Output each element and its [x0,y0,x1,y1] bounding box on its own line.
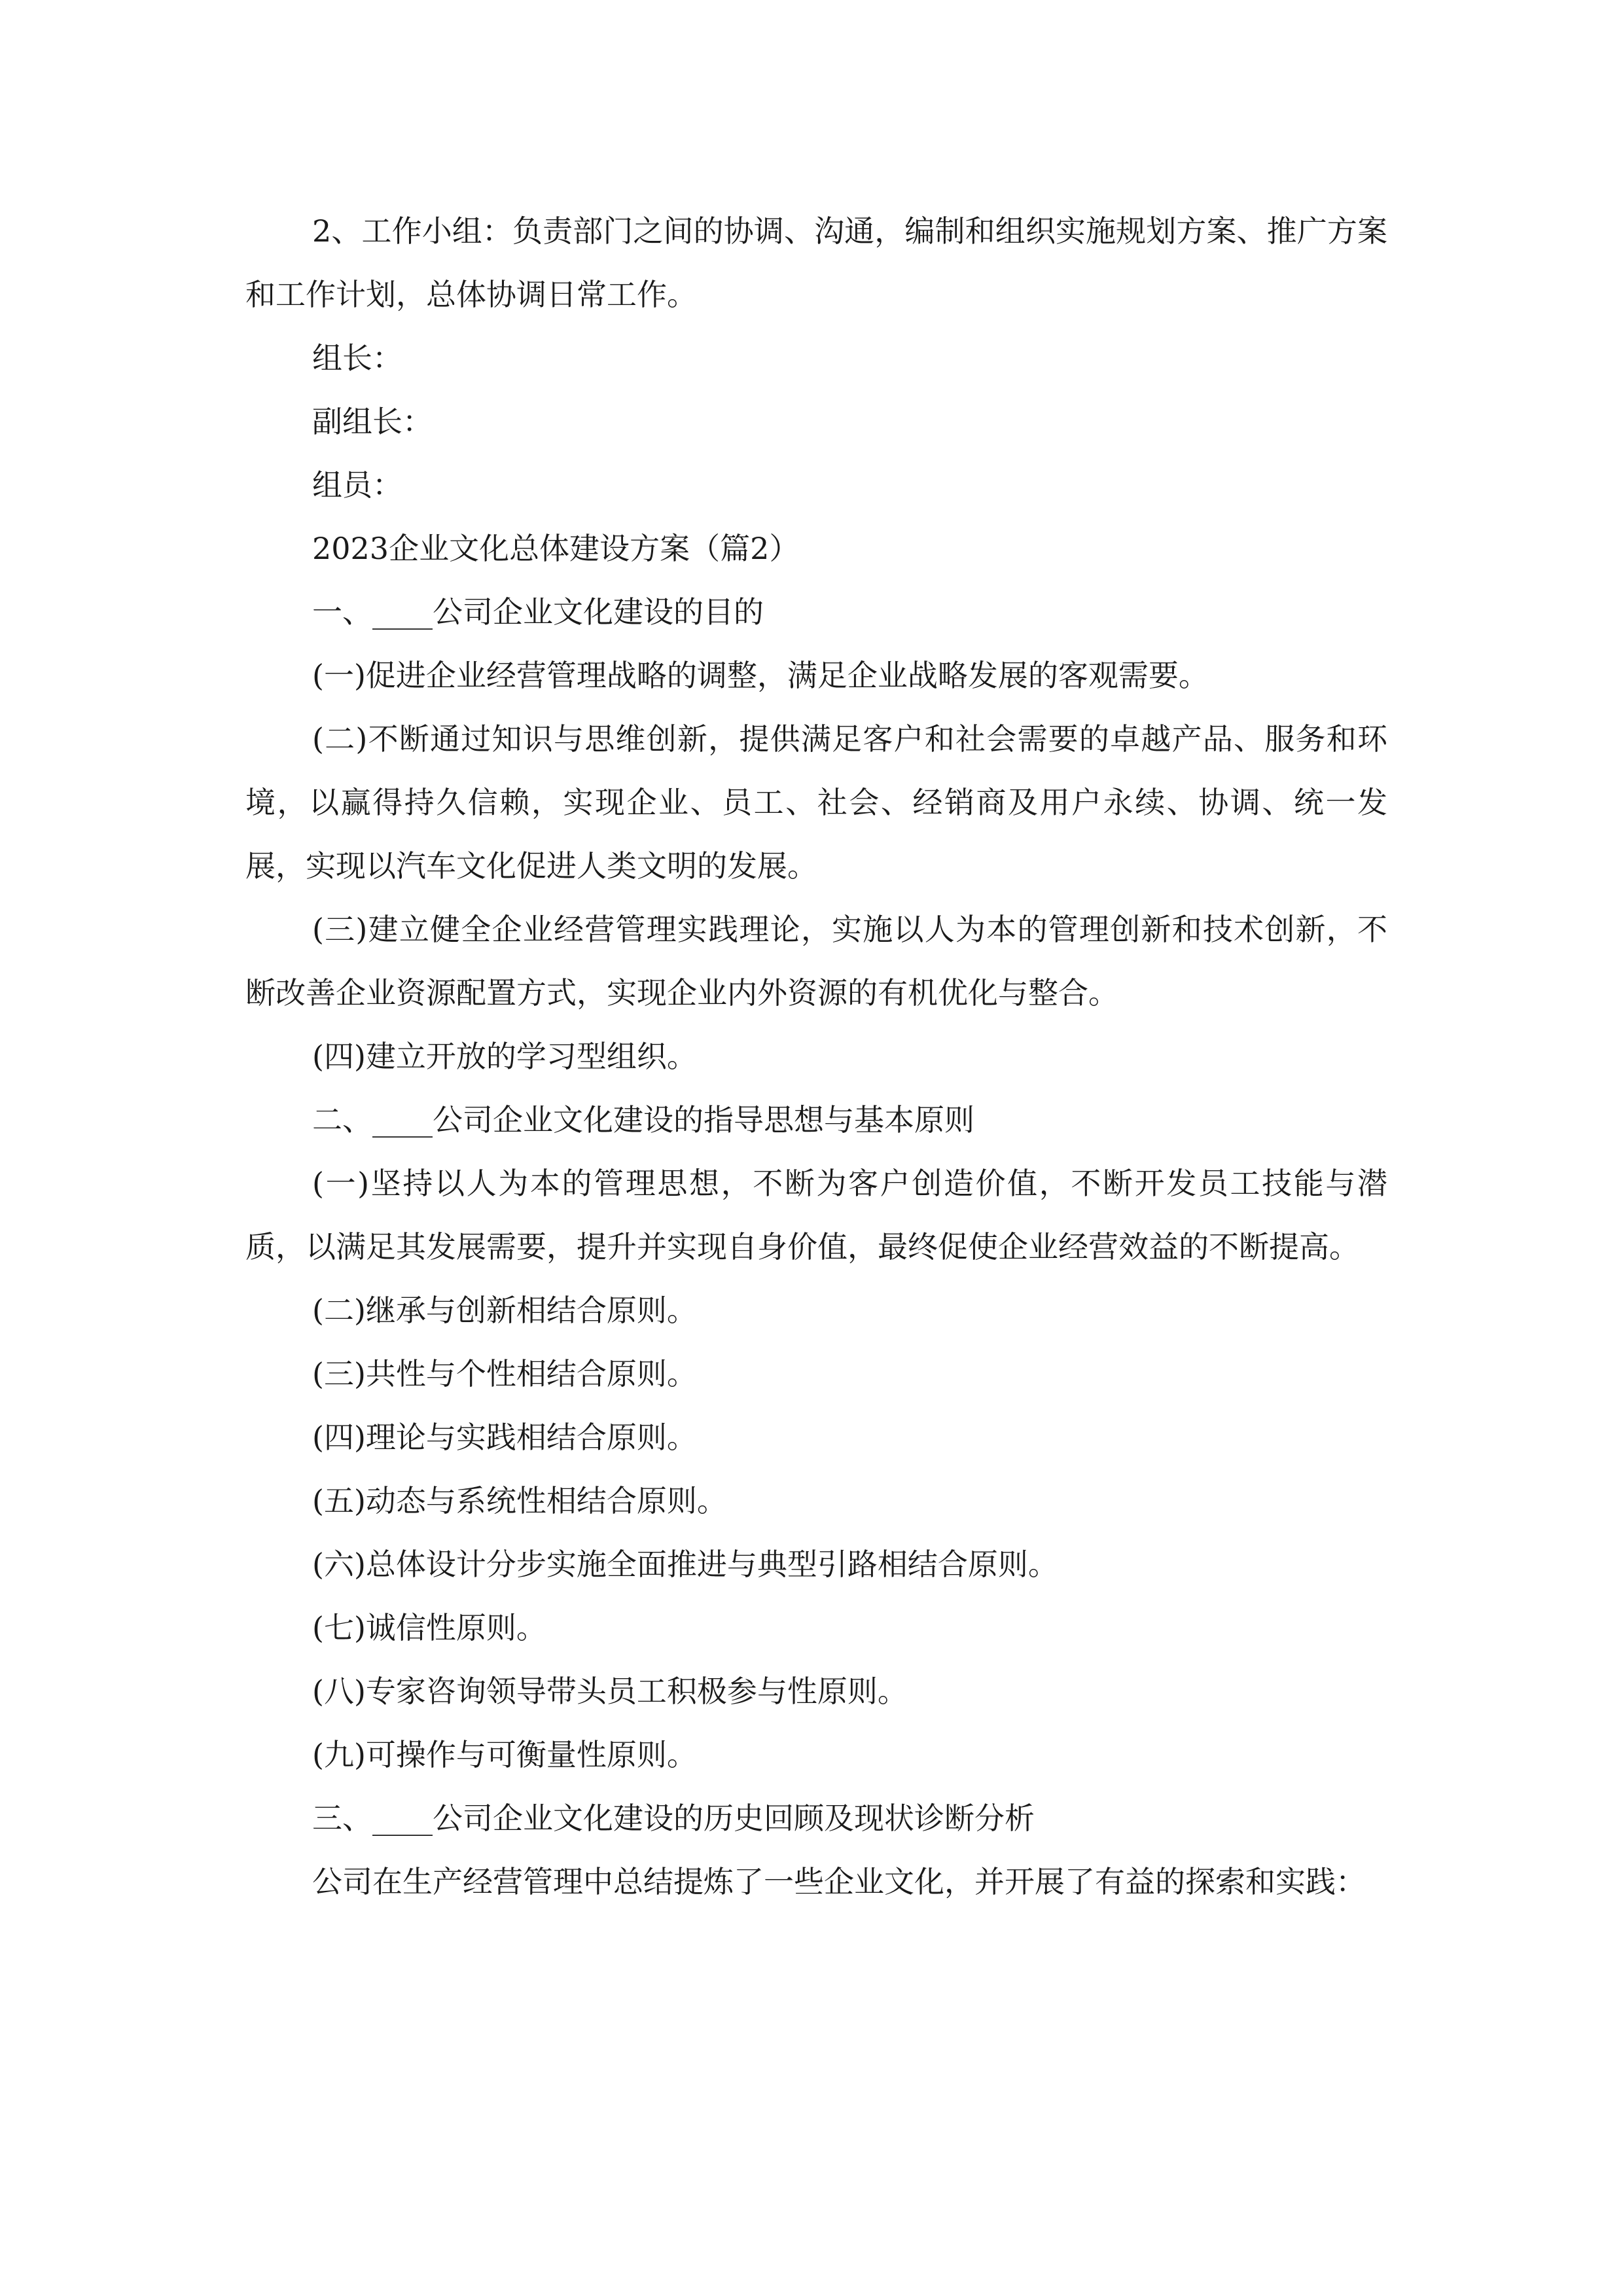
paragraph-members: 组员： [312,467,402,503]
paragraph-principle-8: (八)专家咨询领导带头员工积极参与性原则。 [312,1674,908,1709]
heading-history-review: 三、____公司企业文化建设的历史回顾及现状诊断分析 [312,1801,1035,1836]
paragraph-principle-4: (四)理论与实践相结合原则。 [312,1420,697,1455]
paragraph-purpose-4: (四)建立开放的学习型组织。 [312,1039,697,1074]
document-body [245,200,1387,1914]
paragraph-principle-2: (二)继承与创新相结合原则。 [312,1293,697,1328]
paragraph-principle-1: (一)坚持以人为本的管理思想，不断为客户创造价值，不断开发员工技能与潜质，以满足其发展需要，提升并实现自身价值，最终促使企业经营效益的不断提高。 [245,1166,1387,1265]
section-title: 2023企业文化总体建设方案（篇2） [312,531,800,566]
paragraph-purpose-2: (二)不断通过知识与思维创新，提供满足客户和社会需要的卓越产品、服务和环境，以赢得持久信赖，实现企业、员工、社会、经销商及用户永续、协调、统一发展，实现以汽车文化促进人类文明的发展。 [245,721,1387,884]
heading-principles: 二、____公司企业文化建设的指导思想与基本原则 [312,1102,974,1138]
paragraph-working-group: 2、工作小组：负责部门之间的协调、沟通，编制和组织实施规划方案、推广方案和工作计划，总体协调日常工作。 [245,213,1387,312]
paragraph-principle-9: (九)可操作与可衡量性原则。 [312,1737,697,1772]
paragraph-principle-5: (五)动态与系统性相结合原则。 [312,1483,727,1518]
heading-purpose: 一、____公司企业文化建设的目的 [312,594,764,630]
paragraph-purpose-3: (三)建立健全企业经营管理实践理论，实施以人为本的管理创新和技术创新，不断改善企业资源配置方式，实现企业内外资源的有机优化与整合。 [245,912,1387,1011]
paragraph-purpose-1: (一)促进企业经营管理战略的调整，满足企业战略发展的客观需要。 [312,658,1209,693]
paragraph-deputy-leader: 副组长： [312,404,433,439]
paragraph-history-intro: 公司在生产经营管理中总结提炼了一些企业文化，并开展了有益的探索和实践： [312,1864,1366,1899]
paragraph-principle-3: (三)共性与个性相结合原则。 [312,1356,697,1391]
paragraph-group-leader: 组长： [312,340,402,376]
paragraph-principle-7: (七)诚信性原则。 [312,1610,546,1645]
paragraph-principle-6: (六)总体设计分步实施全面推进与典型引路相结合原则。 [312,1547,1058,1582]
